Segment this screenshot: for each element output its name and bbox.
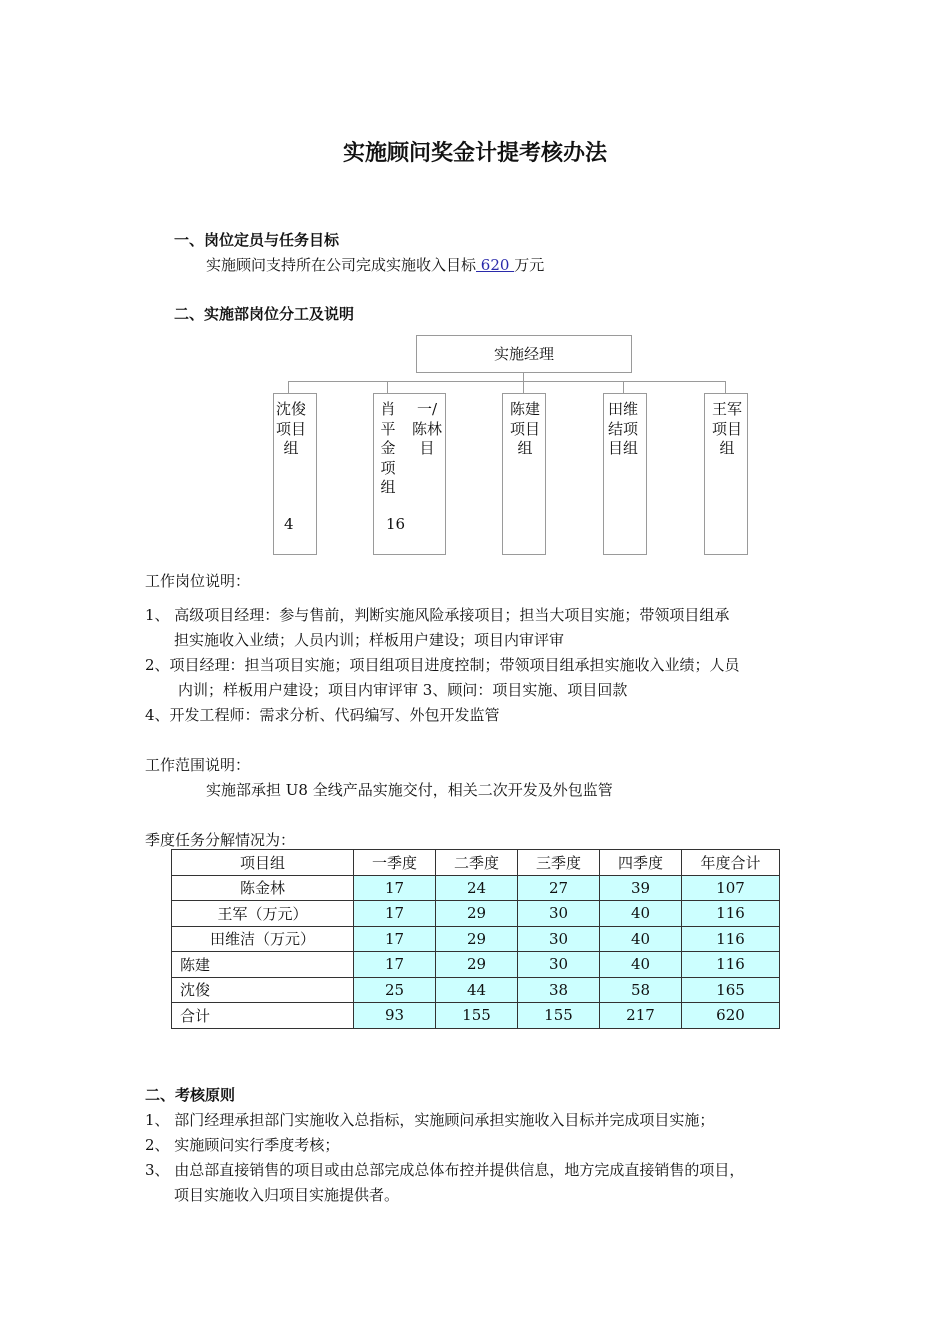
table-cell: 17 xyxy=(354,926,436,952)
org-group-box-chen xyxy=(502,393,546,555)
table-cell: 25 xyxy=(354,977,436,1003)
org-group-box-wang xyxy=(704,393,748,555)
table-header-cell: 项目组 xyxy=(172,850,354,876)
table-cell: 93 xyxy=(354,1003,436,1029)
table-cell: 24 xyxy=(436,875,518,901)
duty-line: 担实施收入业绩；人员内训；样板用户建设；项目内审评审 xyxy=(174,631,565,649)
target-value: 620 xyxy=(476,256,515,274)
table-cell-group: 陈金林 xyxy=(172,875,354,901)
org-group-name: 沈俊项目组 xyxy=(275,400,306,457)
scope-text: 实施部承担 U8 全线产品实施交付，相关二次开发及外包监管 xyxy=(206,781,613,799)
table-cell-group: 合计 xyxy=(172,1003,354,1029)
org-group-box-shen xyxy=(273,393,317,555)
org-group-name: 肖平金项组 xyxy=(380,400,396,496)
table-header-cell: 四季度 xyxy=(600,850,682,876)
table-cell: 17 xyxy=(354,901,436,927)
section2-heading: 二、实施部岗位分工及说明 xyxy=(174,305,355,323)
table-cell: 155 xyxy=(518,1003,600,1029)
duty-line: 4、开发工程师：需求分析、代码编写、外包开发监管 xyxy=(145,706,500,724)
duty-line: 1、 高级项目经理：参与售前，判断实施风险承接项目；担当大项目实施；带领项目组承 xyxy=(145,606,730,624)
table-row xyxy=(172,952,780,978)
table-cell: 58 xyxy=(600,977,682,1003)
table-cell: 217 xyxy=(600,1003,682,1029)
table-cell: 116 xyxy=(682,926,780,952)
table-cell-group: 王军（万元） xyxy=(172,901,354,927)
page-title: 实施顾问奖金计提考核办法 xyxy=(342,141,607,166)
principle-line: 项目实施收入归项目实施提供者。 xyxy=(174,1186,400,1204)
target-text-before: 实施顾问支持所在公司完成实施收入目标 xyxy=(206,256,477,274)
quarterly-table xyxy=(171,849,780,1029)
table-cell: 620 xyxy=(682,1003,780,1029)
duty-line: 2、项目经理：担当项目实施；项目组项目进度控制；带领项目组承担实施收入业绩；人员 xyxy=(145,656,740,674)
table-cell: 29 xyxy=(436,901,518,927)
org-manager-label: 实施经理 xyxy=(493,345,554,363)
table-row xyxy=(172,901,780,927)
principle-line: 1、 部门经理承担部门实施收入总指标，实施顾问承担实施收入目标并完成项目实施； xyxy=(145,1111,715,1129)
table-cell: 17 xyxy=(354,875,436,901)
table-cell: 116 xyxy=(682,952,780,978)
org-group-name: 田维结项目组 xyxy=(607,400,638,457)
table-cell: 30 xyxy=(518,952,600,978)
table-row xyxy=(172,977,780,1003)
quarterly-label: 季度任务分解情况为： xyxy=(145,831,296,849)
table-total-row xyxy=(172,1003,780,1029)
duty-line: 内训；样板用户建设；项目内审评审 3、顾问：项目实施、项目回款 xyxy=(178,681,628,699)
table-cell: 107 xyxy=(682,875,780,901)
section1-heading: 一、岗位定员与任务目标 xyxy=(174,231,340,249)
table-cell: 40 xyxy=(600,926,682,952)
section1-text xyxy=(206,254,544,275)
table-cell: 29 xyxy=(436,952,518,978)
org-connector xyxy=(387,381,388,393)
table-cell: 40 xyxy=(600,952,682,978)
org-group-box-tian xyxy=(603,393,647,555)
org-group-name: 陈建项目组 xyxy=(509,400,540,457)
table-cell: 116 xyxy=(682,901,780,927)
org-group-name-secondary: 一/陈林目 xyxy=(411,400,442,457)
table-row xyxy=(172,875,780,901)
principle-line: 3、 由总部直接销售的项目或由总部完成总体布控并提供信息，地方完成直接销售的项目， xyxy=(145,1161,745,1179)
table-header-cell: 三季度 xyxy=(518,850,600,876)
org-group-count: 4 xyxy=(284,515,294,533)
target-text-after: 万元 xyxy=(514,256,545,274)
table-cell: 17 xyxy=(354,952,436,978)
table-cell: 40 xyxy=(600,901,682,927)
org-group-box-xiao-chen xyxy=(373,393,446,555)
table-cell-group: 陈建 xyxy=(172,952,354,978)
org-connector xyxy=(288,381,289,393)
table-cell: 39 xyxy=(600,875,682,901)
principles-heading: 二、考核原则 xyxy=(145,1086,236,1104)
table-cell-group: 田维洁（万元） xyxy=(172,926,354,952)
table-cell: 155 xyxy=(436,1003,518,1029)
org-connector xyxy=(523,381,524,393)
table-cell-group: 沈俊 xyxy=(172,977,354,1003)
org-connector xyxy=(725,381,726,393)
table-header-row xyxy=(172,850,780,876)
org-group-count: 16 xyxy=(386,515,406,533)
table-cell: 29 xyxy=(436,926,518,952)
table-cell: 38 xyxy=(518,977,600,1003)
table-row xyxy=(172,926,780,952)
org-group-name: 王军项目组 xyxy=(711,400,742,457)
table-header-cell: 二季度 xyxy=(436,850,518,876)
table-cell: 27 xyxy=(518,875,600,901)
table-cell: 30 xyxy=(518,901,600,927)
org-manager-box xyxy=(416,335,632,373)
org-connector xyxy=(623,381,624,393)
table-header-cell: 年度合计 xyxy=(682,850,780,876)
scope-label: 工作范围说明： xyxy=(145,756,251,774)
table-cell: 165 xyxy=(682,977,780,1003)
duties-label: 工作岗位说明： xyxy=(145,572,251,590)
org-connector xyxy=(288,381,725,382)
table-header-cell: 一季度 xyxy=(354,850,436,876)
table-cell: 30 xyxy=(518,926,600,952)
principle-line: 2、 实施顾问实行季度考核； xyxy=(145,1136,340,1154)
table-cell: 44 xyxy=(436,977,518,1003)
